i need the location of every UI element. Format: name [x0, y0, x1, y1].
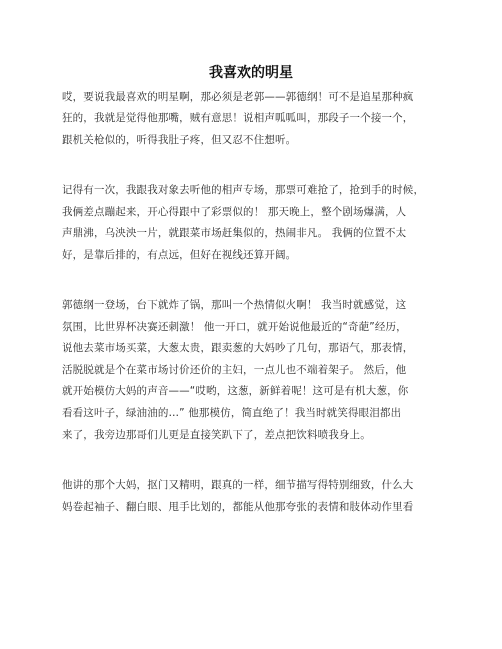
paragraph-line: 他讲的那个大妈，抠门又精明，跟真的一样，细节描写得特别细致，什么大: [62, 479, 414, 491]
paragraph-line: 哎，要说我最喜欢的明星啊，那必须是老郭——郭德纲！可不是追星那种疯: [62, 91, 414, 103]
paragraph-line: 记得有一次，我跟我对象去听他的相声专场，那票可难抢了，抢到手的时候，: [62, 184, 425, 196]
paragraph-line: 活脱脱就是个在菜市场讨价还价的主妇，一点儿也不端着架子。 然后，他: [62, 364, 407, 376]
paragraph-line: 看看这叶子，绿油油的…” 他那模仿，简直绝了！我当时就笑得眼泪都出: [62, 407, 402, 419]
paragraph-line: 说他去菜市场买菜，大葱太贵，跟卖葱的大妈吵了几句，那语气，那表情，: [62, 342, 414, 354]
page-title: 我喜欢的明星: [209, 65, 293, 81]
paragraph-line: 声鼎沸，乌泱泱一片，就跟菜市场赶集似的，热闹非凡。 我俩的位置不太: [62, 227, 407, 239]
paragraph-line: 郭德纲一登场，台下就炸了锅，那叫一个热情似火啊！ 我当时就感觉，这: [62, 299, 407, 311]
paragraph-line: 好，是靠后排的，有点远，但好在视线还算开阔。: [62, 249, 297, 261]
paragraph-line: 就开始模仿大妈的声音——“哎哟，这葱，新鲜着呢！这可是有机大葱，你: [62, 385, 409, 397]
paragraph-line: 来了，我旁边那哥们儿更是直接笑趴下了，差点把饮料喷我身上。: [62, 429, 371, 441]
paragraph-line: 我俩差点蹦起来，开心得跟中了彩票似的！ 那天晚上，整个剧场爆满，人: [62, 206, 407, 218]
paragraph-line: 妈卷起袖子、翻白眼、甩手比划的，都能从他那夸张的表情和肢体动作里看: [62, 501, 414, 513]
paragraph-line: 氛围，比世界杯决赛还刺激！ 他一开口，就开始说他最近的“奇葩”经历，: [62, 321, 407, 333]
paragraph-line: 跟机关枪似的，听得我肚子疼，但又忍不住想听。: [62, 134, 297, 146]
paragraph-line: 狂的，我就是觉得他那嘴，贼有意思！说相声呱呱叫，那段子一个接一个，: [62, 112, 414, 124]
